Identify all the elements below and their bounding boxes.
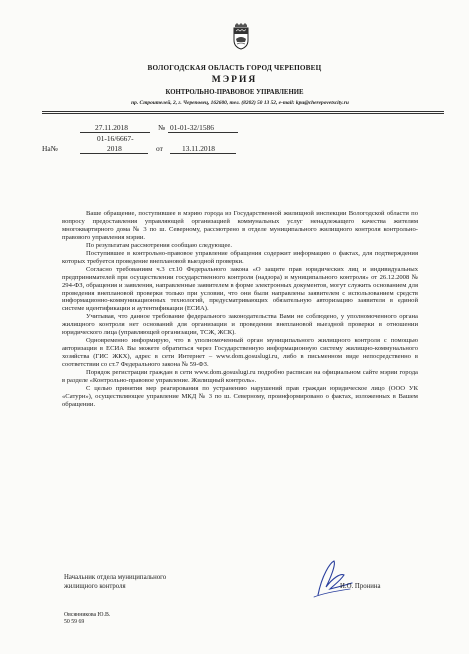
ref-from-label: от (156, 144, 163, 153)
paragraph: Одновременно информирую, что в уполномоченный орган муниципального жилищного контроля с помощью авторизации в ЕСИА Вы можете обратиться через Государственную информационную систему жилищно-коммунального хозяйства (ГИС ЖКХ), адрес в сети Интернет – www.dom.gosuslugi.ru, либо в письменном виде непосредственно в соответствии со ст.7 Федерального закона № 59-ФЗ. (62, 337, 418, 369)
ref-date: 13.11.2018 (182, 144, 215, 153)
org-name: МЭРИЯ (211, 75, 258, 85)
handwritten-signature (300, 555, 360, 600)
executor-info (64, 612, 110, 626)
paragraph: Порядок регистрации граждан в сети www.dom.gosuslugi.ru подробно расписан на официальном сайте мэрии города в разделе «Контрольно-правовое управление. Жилищный контроль». (62, 369, 418, 385)
header-divider (42, 111, 444, 112)
number-sign: № (158, 123, 166, 132)
paragraph: С целью принятия мер реагирования по устранению нарушений прав граждан юридическое лицо (ООО УК «Сатурн»), осуществляющее управление МКД № 3 по ш. Северному, проинформировано о фактах, изложенных в Вашем обращении. (62, 384, 418, 408)
paragraph: Согласно требованиям ч.3 ст.10 Федерального закона «О защите прав юридических лиц и индивидуальных предпринимателей при осуществлении государственного контроля (надзора) и муниципального контроля» от 26.12.2008 № 294-ФЗ, обращения и заявления, направленные заявителем в форме электронных документов, могут служить основанием для проведения внеплановой проверки только при условии, что они были направлены заявителем с использованием средств информационно-коммуникационных технологий, предусматривающих обязательную авторизацию заявителя в единой системе идентификации и аутентификации (ЕСИА). (62, 265, 418, 313)
ref-number-line1: 01-16/6667- (97, 134, 134, 143)
ref-number-line2: 2018 (107, 144, 122, 153)
signer-title-line1: Начальник отдела муниципального (64, 574, 167, 581)
city-coat-of-arms-icon (230, 22, 252, 50)
paragraph: По результатам рассмотрения сообщаю следующее. (86, 241, 233, 249)
outgoing-date: 27.11.2018 (95, 123, 128, 132)
paragraph: Поступившее в контрольно-правовое управление обращения содержит информацию о фактах, для подтверждения которых требуется проведение внеплановой выездной проверки. (62, 249, 418, 265)
org-region-title: ВОЛОГОДСКАЯ ОБЛАСТЬ ГОРОД ЧЕРЕПОВЕЦ (147, 64, 322, 72)
signer-title-line2: жилищного контроля (64, 582, 126, 590)
paragraph: Учитывая, что данное требование федерального законодательства Вами не соблюдено, у уполномоченного органа жилищного контроля нет оснований для организации и проведения внеплановой выездной проверки в отношении юридического лица (управляющей организации, ТСЖ, ЖСК). (62, 313, 418, 337)
outgoing-number: 01-01-32/1586 (170, 123, 214, 132)
header-divider-thin (42, 113, 444, 114)
signer-title (64, 574, 166, 591)
org-contacts: пр. Строителей, 2, г. Череповец, 162600, тел. (8202) 50 13 52, e-mail: kpu@cherepovetscity.ru (131, 100, 349, 106)
org-department: КОНТРОЛЬНО-ПРАВОВОЕ УПРАВЛЕНИЕ (165, 89, 304, 96)
signer-name: И.О. Пронина (340, 583, 381, 590)
number-underline (168, 132, 238, 133)
executor-name: Овсянникова Ю.В. (64, 612, 111, 618)
ref-number-underline (80, 153, 148, 154)
date-underline (80, 132, 150, 133)
executor-phone: 50 59 69 (64, 619, 85, 625)
letter-body (62, 210, 418, 409)
ref-date-underline (170, 153, 236, 154)
ref-label: На№ (42, 144, 58, 153)
paragraph: Ваше обращение, поступившее в мэрию города из Государственной жилищной инспекции Вологодской области по вопросу предоставления управляющей организацией коммунальных услуг ненадлежащего качества жителям многоквартирного дома № 3 по ш. Северному, рассмотрено в отделе муниципального жилищного контроля контрольно-правового управления мэрии. (62, 210, 418, 241)
